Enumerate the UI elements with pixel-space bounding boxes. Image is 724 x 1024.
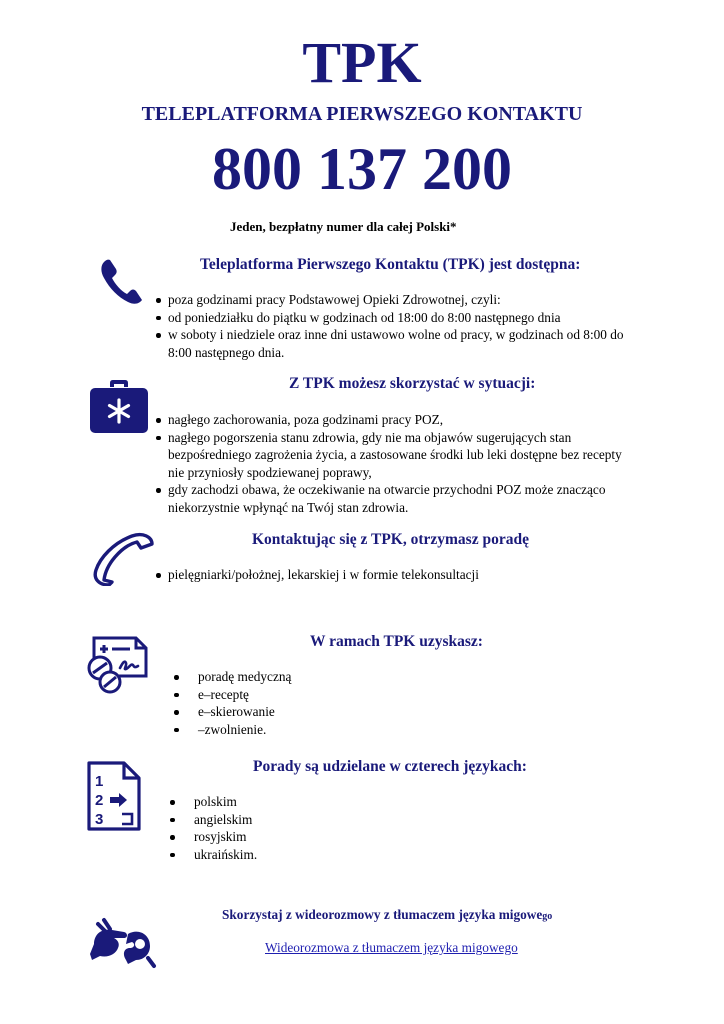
numbered-list-document-icon — [86, 760, 142, 832]
list-item: w soboty i niedziele oraz inne dni ustawowo wolne od pracy, w godzinach od 8:00 do 8:00 następnego dnia. — [154, 326, 634, 361]
list-item: –zwolnienie. — [172, 721, 472, 739]
list-item: poza godzinami pracy Podstawowej Opieki Zdrowotnej, czyli: — [154, 291, 634, 309]
svg-text:2: 2 — [95, 792, 104, 809]
tagline: Jeden, bezpłatny numer dla całej Polski* — [230, 219, 457, 234]
sign-language-heading-tail: go — [542, 911, 553, 922]
svg-text:1: 1 — [95, 773, 104, 790]
list-item: e–skierowanie — [172, 703, 472, 721]
sign-language-heading — [222, 906, 552, 926]
advice-list — [154, 566, 632, 584]
section-heading-services: W ramach TPK uzyskasz: — [310, 633, 483, 650]
list-item: od poniedziałku do piątku w godzinach od 18:00 do 8:00 następnego dnia — [154, 309, 634, 327]
availability-list — [154, 291, 634, 361]
list-item: ukraińskim. — [168, 846, 468, 864]
prescription-pills-icon — [82, 632, 154, 694]
sign-language-heading-main: Skorzystaj z wideorozmowy z tłumaczem języka migowe — [222, 907, 543, 922]
page-subtitle: TELEPLATFORMA PIERWSZEGO KONTAKTU — [141, 103, 583, 125]
section-heading-availability: Teleplatforma Pierwszego Kontaktu (TPK) jest dostępna: — [200, 256, 581, 273]
list-item: angielskim — [168, 811, 468, 829]
list-item: e–receptę — [172, 686, 472, 704]
situations-list — [154, 411, 632, 517]
list-item: rosyjskim — [168, 828, 468, 846]
section-heading-languages: Porady są udzielane w czterech językach: — [253, 758, 527, 775]
section-heading-advice: Kontaktując się z TPK, otrzymasz poradę — [252, 531, 529, 548]
phone-number: 800 137 200 — [212, 136, 512, 202]
list-item: polskim — [168, 793, 468, 811]
list-item: poradę medyczną — [172, 668, 472, 686]
list-item: gdy zachodzi obawa, że oczekiwanie na otwarcie przychodni POZ może znacząco niekorzystnie wpłynąć na Twój stan zdrowia. — [154, 481, 632, 516]
list-item: nagłego pogorszenia stanu zdrowia, gdy nie ma objawów sugerujących stan bezpośredniego zagrożenia życia, a zastosowane środki lub leki dostępne bez recepty nie przyniosły spodziewanej poprawy, — [154, 429, 632, 482]
page-title: TPK — [302, 30, 422, 95]
medical-kit-icon — [88, 379, 150, 435]
list-item: pielęgniarki/położnej, lekarskiej i w formie telekonsultacji — [154, 566, 632, 584]
list-item: nagłego zachorowania, poza godzinami pracy POZ, — [154, 411, 632, 429]
svg-text:3: 3 — [95, 811, 104, 828]
sign-language-hands-icon — [88, 914, 158, 970]
telephone-receiver-icon — [88, 530, 156, 586]
video-call-link[interactable]: Wideorozmowa z tłumaczem języka migowego — [265, 940, 518, 955]
services-list — [172, 668, 472, 738]
section-heading-situations: Z TPK możesz skorzystać w sytuacji: — [289, 375, 536, 392]
languages-list — [168, 793, 468, 863]
phone-handset-icon — [96, 256, 148, 308]
